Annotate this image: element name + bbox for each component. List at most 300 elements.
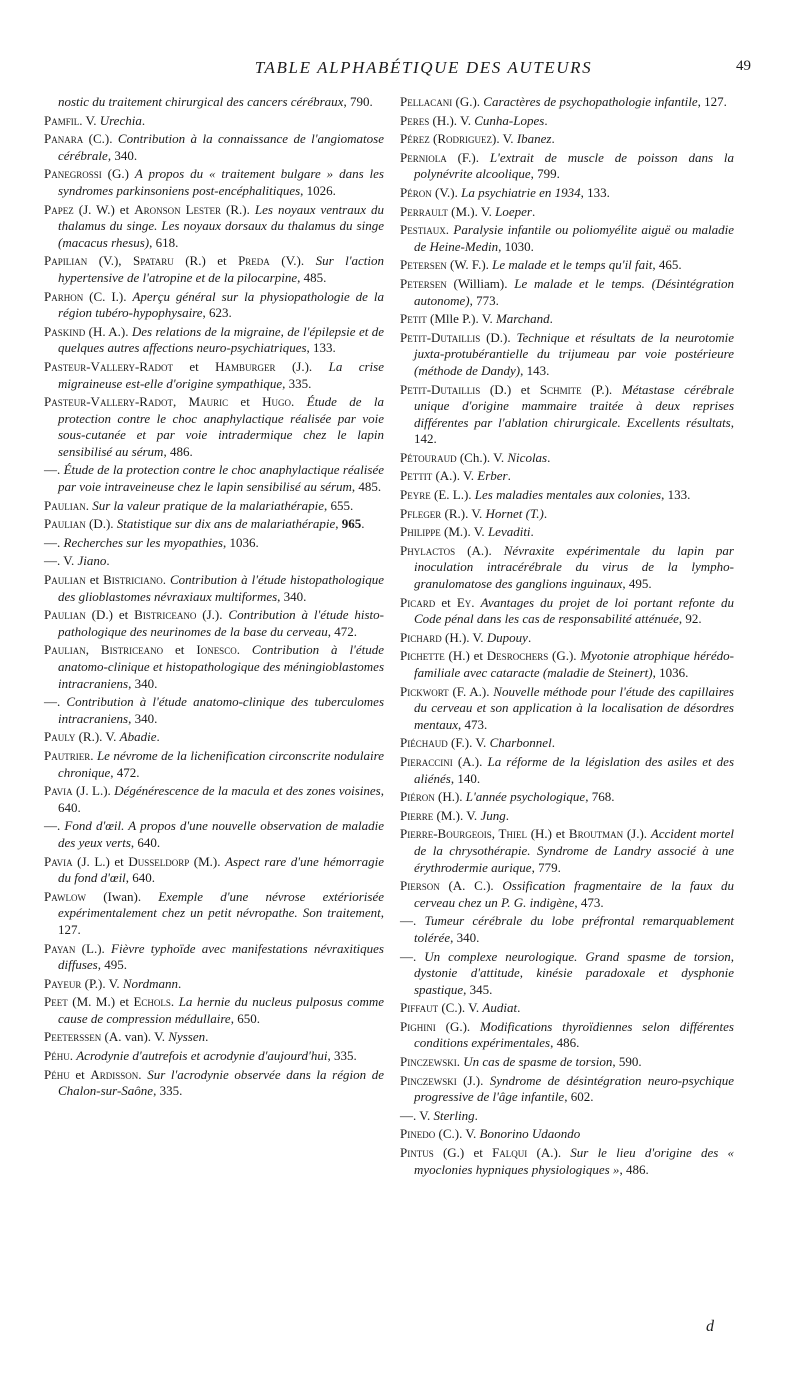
entry-title: Dégénérescence de la macula et des zones voisines	[114, 783, 381, 799]
entry-text: , 142.	[414, 414, 734, 447]
index-entry	[44, 498, 384, 515]
entry-text: (A.).	[452, 753, 488, 769]
entry-text: .	[69, 1048, 77, 1064]
index-entry	[400, 257, 734, 274]
index-entry	[400, 754, 734, 787]
entry-text: (E. L.).	[430, 487, 475, 503]
entry-title: Audiat	[482, 1000, 518, 1016]
entry-title: Un complexe neurologique. Grand spasme de torsion, dystonie d'attitude, kinésie paradoxale et dysphonie spastique	[414, 948, 734, 997]
entry-author: Pfleger	[400, 505, 442, 521]
index-entry	[44, 694, 384, 727]
index-entry	[400, 684, 734, 734]
page-header	[96, 58, 751, 82]
entry-author: Pinczewski	[400, 1054, 457, 1070]
entry-text: —.	[44, 534, 64, 550]
entry-title: L'année psychologique	[465, 789, 586, 805]
entry-title: Névraxite expérimentale du lapin par inoculation intracérébrale du virus de la lympho-granulomatose des ganglions inguinaux	[414, 542, 734, 592]
entry-text: (F.). V.	[447, 735, 490, 751]
index-entry	[400, 222, 734, 255]
entry-text: .	[543, 505, 548, 521]
index-entry	[44, 535, 384, 552]
entry-title: L'extrait de muscle de poisson dans la polynévrite alcoolique	[414, 149, 734, 182]
index-entry	[400, 1126, 734, 1143]
entry-author: Aronson Lester	[134, 201, 222, 217]
entry-text: ,	[335, 516, 342, 532]
index-entry	[400, 826, 734, 876]
entry-text: , 1026.	[300, 182, 336, 198]
entry-author: Pinedo	[400, 1126, 436, 1142]
entry-text: (H.) et	[526, 826, 569, 842]
entry-text: , 133.	[661, 487, 691, 503]
entry-title: Sur l'acrodynie observée dans la région de Chalon-sur-Saône	[58, 1066, 385, 1099]
index-entry	[44, 289, 384, 322]
entry-text: , 650.	[230, 1010, 260, 1026]
entry-title: Cunha-Lopes	[474, 112, 545, 128]
index-entry	[44, 516, 384, 533]
entry-title: Jung	[480, 807, 506, 823]
index-entry	[400, 595, 734, 628]
entry-text: , 602.	[564, 1089, 594, 1105]
entry-title: Caractères de psychopathologie infantile	[483, 94, 698, 109]
entry-title: Fond d'œil. A propos d'une nouvelle observation de maladie des yeux verts	[58, 818, 385, 850]
entry-text: (C.). V.	[438, 1000, 483, 1016]
entry-text: .	[85, 497, 93, 513]
index-entry	[400, 789, 734, 806]
entry-title: Aspect rare d'une hémorragie du fond d'œil	[58, 853, 384, 886]
entry-text: (M.). V.	[433, 807, 481, 823]
index-entry	[400, 506, 734, 523]
entry-text: , 340.	[128, 710, 158, 726]
entry-text: , 1036.	[652, 665, 689, 680]
entry-title: La réforme de la législation des asiles et des aliénés	[414, 753, 735, 786]
entry-title: La crise migraineuse est-elle d'origine sympathique	[58, 358, 384, 391]
index-entry	[400, 735, 734, 752]
entry-text: , 472.	[327, 623, 357, 639]
entry-text: (J. L.) et	[72, 853, 129, 869]
entry-author: Schmite	[539, 381, 582, 397]
entry-author: Petit-Dutaillis	[400, 381, 481, 397]
entry-text: (R.). V.	[75, 729, 120, 745]
entry-author: Piffaut	[400, 1000, 439, 1016]
index-entry	[44, 359, 384, 392]
entry-text: , 472.	[110, 764, 140, 780]
entry-text: (J.).	[196, 607, 229, 623]
entry-author: Picard	[400, 594, 436, 610]
entry-title: Sur l'action hypertensive de l'atropine et de la pilocarpine	[58, 253, 385, 285]
entry-author: Ionesco	[196, 642, 237, 658]
entry-text: —.	[44, 694, 67, 710]
entry-text: (W. F.).	[446, 257, 493, 273]
entry-text: (M.). V.	[447, 203, 496, 219]
entry-title: Des relations de la migraine, de l'épilepsie et de quelques autres affections neuro-psychiatriques	[58, 323, 384, 356]
entry-text: .	[551, 735, 555, 751]
entry-text: .	[507, 468, 511, 484]
entry-text: , 127.	[697, 94, 727, 109]
entry-title: Accident mortel de la chrysothérapie. Syndrome de Landry associé à une érythrodermie aurique	[414, 826, 735, 875]
index-entry	[400, 648, 734, 681]
entry-author: Pérez	[400, 131, 430, 147]
entry-text: (D.).	[480, 329, 517, 345]
entry-title: Aperçu général sur la physiopathologie de la région tubéro-hypophysaire	[58, 288, 384, 321]
entry-text: , 143.	[520, 362, 550, 378]
index-entry	[44, 1029, 384, 1046]
index-entry	[44, 131, 384, 164]
entry-text: —.	[44, 462, 64, 478]
entry-title: Contribution à l'étude anatomo-clinique et histopathologique des méningioblastomes intracraniens	[58, 642, 384, 691]
entry-text: (C.). V.	[435, 1126, 480, 1142]
entry-text: (G.).	[435, 1018, 481, 1034]
entry-title: Jiano	[77, 553, 107, 569]
entry-title: Acrodynie d'autrefois et acrodynie d'aujourd'hui	[76, 1048, 328, 1064]
entry-author: Hamburger	[215, 358, 276, 374]
entry-text: (G.).	[548, 648, 581, 664]
entry-title: La psychiatrie en 1934	[461, 184, 581, 200]
entry-title: Charbonnel	[489, 735, 552, 751]
entry-text: (D.).	[85, 516, 117, 532]
entry-title: Contribution à l'étude anatomo-clinique des tuberculomes intracraniens	[58, 694, 384, 726]
entry-title: Contribution à l'étude histo-pathologique des neurinomes de la base du cerveau	[58, 607, 384, 639]
entry-author: Petit-Dutaillis	[400, 329, 481, 345]
entry-author: Desrochers	[486, 648, 549, 664]
entry-text: , 345.	[463, 981, 493, 997]
entry-title: Contribution à la connaissance de l'angiomatose cérébrale	[58, 131, 384, 163]
index-entry	[44, 748, 384, 781]
entry-author: Pauly	[44, 729, 76, 745]
entry-title: Marchand	[495, 311, 550, 327]
entry-text: , 486.	[163, 443, 193, 459]
index-entry	[44, 976, 384, 993]
entry-text: . V.	[79, 112, 100, 128]
entry-text: , 495.	[622, 576, 652, 592]
entry-title: Paralysie infantile ou poliomyélite aiguë ou maladie de Heine-Medin	[414, 222, 734, 254]
entry-text: et	[172, 358, 216, 374]
entry-title: Le malade et le temps. (Désintégration autonome)	[414, 275, 734, 308]
index-entry	[400, 94, 734, 111]
entry-author: Panegrossi	[44, 166, 102, 182]
entry-text: (R.) et	[173, 253, 239, 269]
entry-title: Recherches sur les myopathies	[63, 534, 223, 550]
entry-author: Pickwort	[400, 683, 449, 699]
entry-author: Pavia	[44, 853, 73, 869]
entry-title: Statistique sur dix ans de malariathérapie	[116, 516, 336, 532]
entry-text: (G.)	[101, 166, 135, 182]
entry-author: Péhu	[44, 1048, 70, 1064]
entry-author: Pintus	[400, 1145, 434, 1161]
entry-text: .	[205, 1029, 209, 1045]
index-entry	[44, 854, 384, 887]
entry-title: Le névrome de la lichenification circonscrite nodulaire chronique	[58, 747, 385, 780]
entry-text: .	[90, 747, 97, 763]
index-entry	[44, 94, 384, 111]
entry-author: Paulian	[44, 497, 86, 513]
index-entry	[400, 487, 734, 504]
entry-text: , 335.	[327, 1048, 357, 1064]
entry-author: Peeterssen	[44, 1029, 102, 1045]
entry-author: Perrault	[400, 203, 448, 219]
index-entry	[44, 994, 384, 1027]
entry-title: A propos du « traitement bulgare » dans les syndromes parkinsoniens post-encéphalitiques	[58, 166, 384, 198]
entry-author: Payan	[44, 940, 76, 956]
index-entry	[44, 572, 384, 605]
entry-text: (D.) et	[480, 381, 540, 397]
index-entry	[400, 311, 734, 328]
entry-title: Un cas de spasme de torsion	[463, 1054, 613, 1070]
index-entry	[44, 1048, 384, 1065]
entry-text: , 340.	[107, 147, 138, 163]
entry-title: Sur le lieu d'origine des « myoclonies hypniques physiologiques »	[414, 1145, 734, 1177]
index-entry	[44, 729, 384, 746]
entry-text: (Iwan).	[86, 888, 159, 904]
index-entry	[44, 324, 384, 357]
entry-text: (A. C.).	[439, 878, 503, 894]
entry-text: , 790.	[343, 94, 373, 109]
entry-text: .	[456, 1054, 464, 1070]
entry-author: Paulian	[44, 572, 86, 588]
entry-text: , 1036.	[222, 534, 259, 550]
entry-text: , 340.	[128, 675, 158, 691]
index-entry	[400, 468, 734, 485]
entry-author: Papez	[44, 201, 74, 217]
entry-author: Ey	[456, 594, 472, 610]
entry-text: .	[138, 1066, 148, 1082]
index-entry	[400, 630, 734, 647]
entry-text: et	[228, 394, 263, 410]
entry-author: Payeur	[44, 975, 82, 991]
entry-title: Ossification fragmentaire de la faux du cerveau chez un P. G. indigène	[414, 878, 735, 910]
entry-author: Pighini	[400, 1018, 436, 1034]
entry-text: .	[527, 629, 532, 645]
entry-text: —. V.	[44, 553, 78, 569]
entry-text: (G.).	[452, 94, 484, 109]
entry-author: Petersen	[400, 257, 447, 273]
entry-author: Paulian, Bistriceano	[44, 642, 164, 658]
entry-text: .	[474, 1107, 478, 1123]
entry-text: (M.).	[189, 853, 226, 869]
entry-text: , 92.	[678, 611, 702, 627]
index-entry	[400, 524, 734, 541]
entry-title: Nordmann	[122, 975, 178, 991]
entry-author: Pellacani	[400, 94, 453, 109]
entry-text: (H.). V.	[429, 112, 475, 128]
index-entry	[400, 382, 734, 448]
entry-text: et	[85, 572, 104, 588]
entry-title: Les maladies mentales aux colonies	[474, 487, 662, 503]
entry-title: nostic du traitement chirurgical des cancers cérébraux	[58, 94, 344, 109]
entry-text: (J. W.) et	[73, 201, 135, 217]
entry-title: Tumeur cérébrale du lobe préfrontal remarquablement tolérée	[414, 913, 734, 945]
entry-text: .	[106, 553, 110, 569]
entry-text: .	[170, 994, 179, 1010]
entry-author: Pettit	[400, 468, 433, 484]
entry-text: (P.). V.	[81, 975, 123, 991]
entry-text: (H.) et	[444, 648, 487, 664]
entry-title: Hornet (T.)	[485, 505, 544, 521]
entry-text: (C. I.).	[83, 288, 133, 304]
entry-text: , 485.	[351, 479, 382, 495]
index-entry	[400, 1108, 734, 1125]
entry-author: Parhon	[44, 288, 84, 304]
entry-author: Pinczewski	[400, 1072, 457, 1088]
entry-title: Erber	[477, 468, 508, 484]
entry-title: Les noyaux ventraux du thalamus du singe. Les noyaux dorsaux du thalamus du singe (macacus rhesus)	[58, 201, 384, 250]
entry-author: Preda	[238, 253, 270, 269]
entry-text: , 340.	[277, 588, 307, 604]
entry-title: Abadie	[119, 729, 157, 745]
entry-author: Pieraccini	[400, 753, 453, 769]
index-entry	[44, 783, 384, 816]
entry-text: (H.). V.	[441, 629, 487, 645]
entry-author: Pasteur-Vallery-Radot	[44, 358, 173, 374]
entry-title: Loeper	[495, 203, 532, 219]
entry-title: La hernie du nucleus pulposus comme cause de compression médullaire	[58, 994, 384, 1026]
entry-text: , 618.	[149, 234, 179, 250]
entry-text: , 640.	[125, 870, 156, 886]
entry-title: Ibanez	[516, 131, 552, 147]
entry-author: Pichette	[400, 648, 445, 664]
index-entry	[44, 1067, 384, 1100]
index-entry	[44, 642, 384, 692]
entry-text: (M. M.) et	[67, 994, 134, 1010]
entry-text: (A.). V.	[432, 468, 478, 484]
entry-title: Myotonie atrophique hérédo-familiale avec cataracte (maladie de Steinert)	[414, 648, 735, 680]
entry-author: Paulian	[44, 607, 86, 623]
index-entry	[400, 1073, 734, 1106]
entry-text: —.	[44, 818, 65, 834]
entry-author: Péron	[400, 184, 432, 200]
entry-author: Pierre-Bourgeois, Thiel	[400, 826, 527, 842]
entry-title: Contribution à l'étude histopathologique des glioblastomes névraxiaux multiformes	[58, 572, 385, 604]
entry-text: .	[547, 449, 551, 465]
entry-title: Sur la valeur pratique de la malariathérapie	[92, 497, 325, 513]
index-entry	[44, 202, 384, 252]
entry-text: .	[517, 1000, 521, 1016]
entry-author: Peyre	[400, 487, 431, 503]
entry-text: (J. L.).	[72, 783, 115, 799]
entry-title: Le malade et le temps qu'il fait	[492, 257, 653, 273]
running-title: TABLE ALPHABÉTIQUE DES AUTEURS	[254, 58, 593, 77]
entry-text: .	[236, 642, 252, 658]
entry-text: , 335.	[153, 1083, 183, 1099]
entry-title: Technique et résultats de la neurotomie juxta-protubérantielle du trijumeau par voie postérieure (méthode de Dandy)	[414, 329, 735, 378]
entry-author: Pamfil	[44, 112, 80, 128]
entry-text: .	[445, 222, 454, 238]
index-entry	[400, 1145, 734, 1178]
entry-author: Paskind	[44, 323, 86, 339]
entry-author: Petersen	[400, 275, 447, 291]
index-entry	[44, 889, 384, 939]
index-entry	[400, 1019, 734, 1052]
entry-author: Papilian	[44, 253, 88, 269]
entry-author: Hugo	[262, 394, 292, 410]
entry-author: Peres	[400, 112, 430, 128]
entry-text: , 335.	[282, 375, 312, 391]
entry-author: Broutman	[568, 826, 624, 842]
entry-text: (William).	[446, 275, 515, 291]
entry-text: .	[544, 112, 548, 128]
entry-text: —. V.	[400, 1107, 434, 1123]
entry-text: (Ch.). V.	[456, 449, 508, 465]
entry-text: (H.).	[434, 789, 466, 805]
entry-title: Bonorino Udaondo	[479, 1126, 581, 1142]
entry-text: .	[549, 311, 553, 327]
entry-author: Pétouraud	[400, 449, 457, 465]
index-entry	[400, 878, 734, 911]
entry-text: —.	[400, 913, 425, 929]
entry-text: , 340.	[450, 929, 480, 945]
index-entry	[400, 330, 734, 380]
entry-author: Péhu	[44, 1066, 70, 1082]
entry-text: , 133.	[306, 340, 336, 356]
entry-text: (D.) et	[85, 607, 135, 623]
entry-text: , 779.	[531, 859, 561, 875]
index-entry	[400, 543, 734, 593]
index-entry	[44, 462, 384, 495]
entry-author: Ardisson	[90, 1066, 139, 1082]
entry-title: Exemple d'une névrose extériorisée expérimentalement chez un petit névropathe. Son traitement	[58, 888, 384, 921]
index-entry	[44, 941, 384, 974]
index-entry	[44, 553, 384, 570]
entry-text: .	[156, 729, 160, 745]
entry-text: .	[471, 594, 481, 610]
entry-title: Métastase cérébrale unique d'origine mammaire traitée à deux reprises différentes par l'ablation chirurgicale. Excellents résultats	[414, 381, 734, 430]
entry-text: , 655.	[324, 497, 354, 513]
entry-text: ). V.	[492, 131, 517, 147]
index-entry	[44, 113, 384, 130]
entry-author: Piéchaud	[400, 735, 448, 751]
index-entry	[400, 113, 734, 130]
entry-title: Modifications thyroïdiennes selon différentes conditions expérimentales	[414, 1018, 734, 1051]
entry-title: Avantages du projet de loi portant refonte du Code pénal dans les cas de responsabilité atténuée	[414, 594, 734, 627]
entry-text: , 473.	[574, 894, 604, 910]
entry-author: Pichard	[400, 629, 442, 645]
index-entry	[400, 808, 734, 825]
entry-text: .	[551, 131, 555, 147]
entry-author: Peet	[44, 994, 68, 1010]
index-entry	[44, 607, 384, 640]
entry-text: —.	[400, 948, 425, 964]
entry-text: (M.). V.	[440, 524, 488, 540]
entry-text: et	[163, 642, 197, 658]
entry-text: .	[141, 112, 146, 128]
entry-text: , 473.	[458, 716, 488, 732]
index-entry	[400, 204, 734, 221]
entry-text: , 486.	[619, 1161, 649, 1177]
index-entry	[44, 253, 384, 286]
entry-title: Dupouy	[486, 629, 528, 645]
entry-text: (C.).	[83, 131, 118, 147]
entry-text: (V.),	[87, 253, 134, 269]
entry-author: Phylactos	[400, 542, 456, 558]
index-entry	[400, 1054, 734, 1071]
entry-text: , 1030.	[498, 238, 534, 254]
index-entry	[400, 150, 734, 183]
entry-text: .	[505, 807, 509, 823]
entry-text: , 590.	[612, 1054, 642, 1070]
entry-text: et	[435, 594, 457, 610]
entry-page-bold: 965	[341, 516, 362, 532]
entry-text: (A.).	[527, 1145, 571, 1161]
right-column	[400, 94, 734, 1180]
entry-text: (L.).	[75, 940, 112, 956]
entry-author: Philippe	[400, 524, 441, 540]
entry-text: .	[361, 516, 365, 532]
entry-author: Echols	[133, 994, 171, 1010]
entry-author: Perniola	[400, 149, 447, 165]
entry-author: Bistriciano	[103, 572, 163, 588]
page-number: 49	[736, 58, 751, 74]
entry-text: , 640.	[130, 834, 161, 850]
left-column	[44, 94, 384, 1102]
